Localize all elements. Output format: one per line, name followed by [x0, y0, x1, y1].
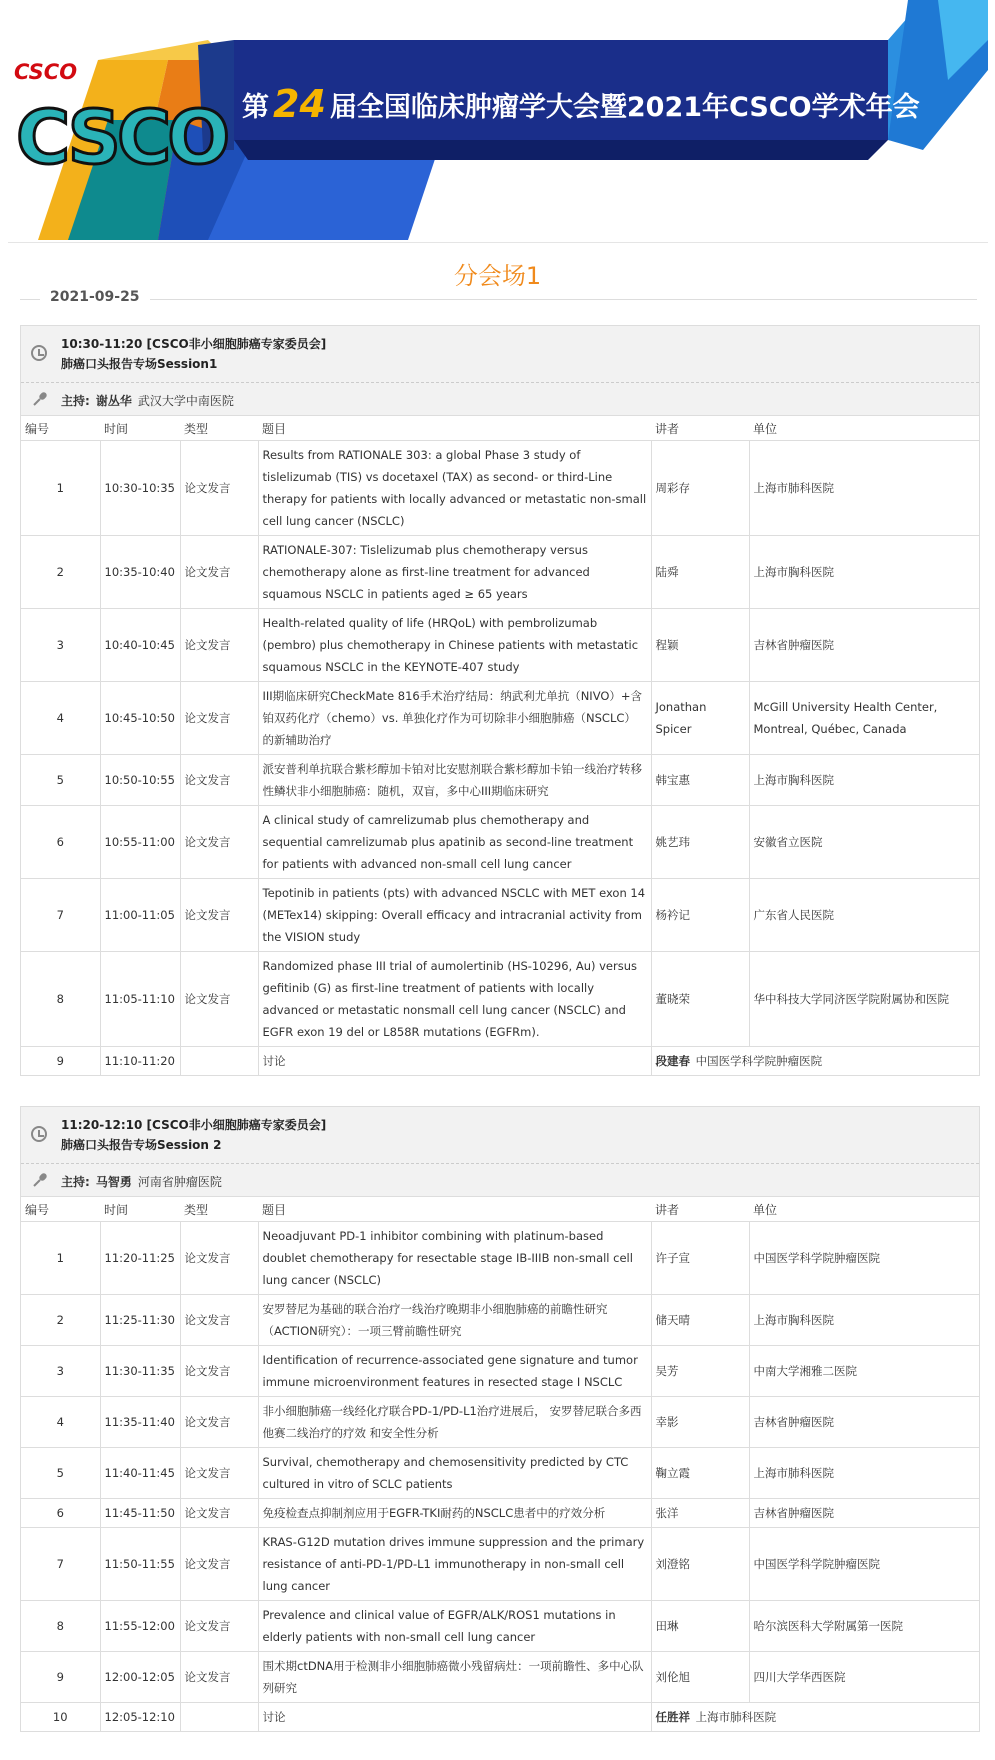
- conference-banner: [8, 0, 988, 243]
- schedule-table: [21, 1196, 979, 1731]
- host-label: 主持:: [61, 1175, 90, 1189]
- microphone-icon: [33, 392, 47, 406]
- table-row: [21, 1397, 979, 1448]
- row-num: 4: [21, 1397, 100, 1448]
- row-title: 免疫检查点抑制剂应用于EGFR-TKI耐药的NSCLC患者中的疗效分析: [258, 1499, 651, 1528]
- column-header-type: 类型: [180, 416, 258, 441]
- table-row: [21, 806, 979, 879]
- row-time: 11:25-11:30: [100, 1295, 180, 1346]
- row-type: 论文发言: [180, 952, 258, 1047]
- row-num: 9: [21, 1652, 100, 1703]
- discussion-host: [651, 1703, 979, 1732]
- schedule-table: [21, 415, 979, 1075]
- row-speaker: 刘澄铭: [651, 1528, 749, 1601]
- row-time: 10:45-10:50: [100, 682, 180, 755]
- table-row: [21, 1601, 979, 1652]
- row-speaker: 张洋: [651, 1499, 749, 1528]
- session-date: 2021-09-25: [40, 289, 150, 305]
- row-unit: 华中科技大学同济医学院附属协和医院: [749, 952, 979, 1047]
- row-time: 11:20-11:25: [100, 1222, 180, 1295]
- table-row: [21, 1295, 979, 1346]
- row-speaker: 姚艺玮: [651, 806, 749, 879]
- column-header-num: 编号: [21, 1197, 100, 1222]
- row-num: 2: [21, 1295, 100, 1346]
- row-unit: 广东省人民医院: [749, 879, 979, 952]
- row-type: 论文发言: [180, 1222, 258, 1295]
- table-row-discussion: [21, 1047, 979, 1076]
- row-speaker: 田琳: [651, 1601, 749, 1652]
- date-row: [20, 286, 977, 312]
- row-unit: 吉林省肿瘤医院: [749, 1499, 979, 1528]
- row-type: 论文发言: [180, 682, 258, 755]
- row-speaker: 董晓荣: [651, 952, 749, 1047]
- column-header-unit: 单位: [749, 416, 979, 441]
- row-speaker: 程颖: [651, 609, 749, 682]
- row-title: Results from RATIONALE 303: a global Phase 3 study of tislelizumab (TIS) vs docetaxel (TAX) as second- or third-Line therapy for patients with locally advanced or metastatic non-small cell lung cancer (NSCLC): [258, 441, 651, 536]
- row-num: 3: [21, 1346, 100, 1397]
- table-row: [21, 1499, 979, 1528]
- table-row: [21, 441, 979, 536]
- row-type: [180, 1047, 258, 1076]
- session-name: 肺癌口头报告专场Session 2: [61, 1138, 222, 1152]
- host-unit: 武汉大学中南医院: [137, 394, 234, 408]
- table-header-row: [21, 416, 979, 441]
- row-unit: 吉林省肿瘤医院: [749, 609, 979, 682]
- column-header-speaker: 讲者: [651, 1197, 749, 1222]
- row-time: 10:55-11:00: [100, 806, 180, 879]
- csco-small-logo: CSCO: [14, 60, 78, 84]
- row-unit: McGill University Health Center, Montreal, Québec, Canada: [749, 682, 979, 755]
- microphone-icon: [33, 1173, 47, 1187]
- column-header-title: 题目: [258, 416, 651, 441]
- row-type: [180, 1703, 258, 1732]
- row-type: 论文发言: [180, 1652, 258, 1703]
- row-time: 11:30-11:35: [100, 1346, 180, 1397]
- row-num: 2: [21, 536, 100, 609]
- clock-icon: [31, 1126, 47, 1142]
- banner-title-number: 24: [273, 82, 326, 126]
- session-host: [61, 392, 234, 409]
- table-row: [21, 1652, 979, 1703]
- clock-icon: [31, 345, 47, 361]
- table-row: [21, 682, 979, 755]
- row-speaker: 陆舜: [651, 536, 749, 609]
- session-header: [21, 1107, 979, 1163]
- banner-title-suffix: 届全国临床肿瘤学大会暨2021年CSCO学术年会: [329, 91, 920, 123]
- row-title: Prevalence and clinical value of EGFR/ALK/ROS1 mutations in elderly patients with non-small cell lung cancer: [258, 1601, 651, 1652]
- row-type: 论文发言: [180, 441, 258, 536]
- row-time: 10:30-10:35: [100, 441, 180, 536]
- column-header-type: 类型: [180, 1197, 258, 1222]
- discussion-host-unit: 中国医学科学院肿瘤医院: [695, 1054, 823, 1068]
- row-num: 6: [21, 806, 100, 879]
- row-num: 1: [21, 1222, 100, 1295]
- row-title: 讨论: [258, 1047, 651, 1076]
- row-speaker: Jonathan Spicer: [651, 682, 749, 755]
- row-num: 5: [21, 1448, 100, 1499]
- row-title: Randomized phase III trial of aumolertinib (HS-10296, Au) versus gefitinib (G) as first-line treatment of patients with locally advanced or metastatic nonsmall cell lung cancer (NSCLC) and EGFR exon 19 del or L858R mutations (EGFRm).: [258, 952, 651, 1047]
- row-num: 9: [21, 1047, 100, 1076]
- row-speaker: 韩宝惠: [651, 755, 749, 806]
- table-row: [21, 1222, 979, 1295]
- session-time-org: 10:30-11:20 [CSCO非小细胞肺癌专家委员会]: [61, 337, 327, 351]
- row-num: 7: [21, 1528, 100, 1601]
- row-speaker: 刘伦旭: [651, 1652, 749, 1703]
- row-title: 讨论: [258, 1703, 651, 1732]
- row-title: A clinical study of camrelizumab plus chemotherapy and sequential camrelizumab plus apatinib as second-line treatment for patients with advanced non-small cell lung cancer: [258, 806, 651, 879]
- row-type: 论文发言: [180, 755, 258, 806]
- row-speaker: 储天晴: [651, 1295, 749, 1346]
- section-title: 分会场1: [453, 262, 542, 290]
- row-unit: 哈尔滨医科大学附属第一医院: [749, 1601, 979, 1652]
- row-unit: 上海市肺科医院: [749, 441, 979, 536]
- row-time: 11:35-11:40: [100, 1397, 180, 1448]
- row-title: Tepotinib in patients (pts) with advanced NSCLC with MET exon 14 (METex14) skipping: Overall efficacy and intracranial activity from the VISION study: [258, 879, 651, 952]
- row-speaker: 许子宣: [651, 1222, 749, 1295]
- row-unit: 中国医学科学院肿瘤医院: [749, 1222, 979, 1295]
- row-unit: 上海市胸科医院: [749, 1295, 979, 1346]
- host-name: 马智勇: [95, 1175, 132, 1189]
- row-time: 12:05-12:10: [100, 1703, 180, 1732]
- column-header-unit: 单位: [749, 1197, 979, 1222]
- row-num: 4: [21, 682, 100, 755]
- row-type: 论文发言: [180, 1295, 258, 1346]
- row-time: 10:40-10:45: [100, 609, 180, 682]
- table-row: [21, 536, 979, 609]
- row-type: 论文发言: [180, 1448, 258, 1499]
- table-row: [21, 1346, 979, 1397]
- row-type: 论文发言: [180, 806, 258, 879]
- csco-big-logo: CSCO: [16, 95, 227, 181]
- session-name: 肺癌口头报告专场Session1: [61, 357, 218, 371]
- row-unit: 中南大学湘雅二医院: [749, 1346, 979, 1397]
- row-num: 7: [21, 879, 100, 952]
- row-title: RATIONALE-307: Tislelizumab plus chemotherapy versus chemotherapy alone as first-line treatment for advanced squamous NSCLC in patients aged ≥ 65 years: [258, 536, 651, 609]
- row-speaker: 周彩存: [651, 441, 749, 536]
- date-divider: [20, 299, 977, 300]
- row-type: 论文发言: [180, 879, 258, 952]
- row-type: 论文发言: [180, 1601, 258, 1652]
- row-type: 论文发言: [180, 1346, 258, 1397]
- row-unit: 上海市肺科医院: [749, 1448, 979, 1499]
- row-time: 11:40-11:45: [100, 1448, 180, 1499]
- row-title: 围术期ctDNA用于检测非小细胞肺癌微小残留病灶：一项前瞻性、多中心队列研究: [258, 1652, 651, 1703]
- column-header-title: 题目: [258, 1197, 651, 1222]
- row-unit: 上海市胸科医院: [749, 536, 979, 609]
- row-unit: 上海市胸科医院: [749, 755, 979, 806]
- table-row: [21, 1528, 979, 1601]
- row-num: 5: [21, 755, 100, 806]
- session-header: [21, 326, 979, 382]
- row-title: 派安普利单抗联合紫杉醇加卡铂对比安慰剂联合紫杉醇加卡铂一线治疗转移性鳞状非小细胞肺癌：随机，双盲，多中心III期临床研究: [258, 755, 651, 806]
- row-time: 11:55-12:00: [100, 1601, 180, 1652]
- session-2: [20, 1106, 980, 1732]
- row-title: III期临床研究CheckMate 816手术治疗结局：纳武利尤单抗（NIVO）+含铂双药化疗（chemo）vs. 单独化疗作为可切除非小细胞肺癌（NSCLC）的新辅助治疗: [258, 682, 651, 755]
- discussion-host-name: 段建春: [655, 1054, 690, 1068]
- row-num: 8: [21, 1601, 100, 1652]
- row-type: 论文发言: [180, 1397, 258, 1448]
- row-num: 1: [21, 441, 100, 536]
- table-row: [21, 609, 979, 682]
- row-type: 论文发言: [180, 536, 258, 609]
- banner-title-prefix: 第: [242, 91, 269, 123]
- row-time: 11:45-11:50: [100, 1499, 180, 1528]
- row-title: Survival, chemotherapy and chemosensitivity predicted by CTC cultured in vitro of SCLC patients: [258, 1448, 651, 1499]
- row-title: KRAS-G12D mutation drives immune suppression and the primary resistance of anti-PD-1/PD-L1 immunotherapy in non-small cell lung cancer: [258, 1528, 651, 1601]
- row-num: 8: [21, 952, 100, 1047]
- session-time-org: 11:20-12:10 [CSCO非小细胞肺癌专家委员会]: [61, 1118, 327, 1132]
- table-row-discussion: [21, 1703, 979, 1732]
- row-num: 10: [21, 1703, 100, 1732]
- row-title: Health-related quality of life (HRQoL) with pembrolizumab (pembro) plus chemotherapy in Chinese patients with metastatic squamous NSCLC in the KEYNOTE-407 study: [258, 609, 651, 682]
- row-time: 11:05-11:10: [100, 952, 180, 1047]
- row-time: 11:50-11:55: [100, 1528, 180, 1601]
- row-time: 12:00-12:05: [100, 1652, 180, 1703]
- table-header-row: [21, 1197, 979, 1222]
- row-num: 6: [21, 1499, 100, 1528]
- column-header-num: 编号: [21, 416, 100, 441]
- column-header-time: 时间: [100, 416, 180, 441]
- table-row: [21, 1448, 979, 1499]
- row-time: 11:10-11:20: [100, 1047, 180, 1076]
- row-title: Identification of recurrence-associated gene signature and tumor immune microenvironment features in resected stage I NSCLC: [258, 1346, 651, 1397]
- row-time: 10:35-10:40: [100, 536, 180, 609]
- row-unit: 安徽省立医院: [749, 806, 979, 879]
- row-time: 10:50-10:55: [100, 755, 180, 806]
- row-speaker: 鞠立霞: [651, 1448, 749, 1499]
- column-header-speaker: 讲者: [651, 416, 749, 441]
- row-type: 论文发言: [180, 1528, 258, 1601]
- row-type: 论文发言: [180, 609, 258, 682]
- table-row: [21, 755, 979, 806]
- session-host-row: [21, 1163, 979, 1196]
- discussion-host-name: 任胜祥: [655, 1710, 690, 1724]
- row-unit: 吉林省肿瘤医院: [749, 1397, 979, 1448]
- row-title: 非小细胞肺癌一线经化疗联合PD-1/PD-L1治疗进展后， 安罗替尼联合多西他赛二线治疗的疗效 和安全性分析: [258, 1397, 651, 1448]
- row-speaker: 吴芳: [651, 1346, 749, 1397]
- host-label: 主持:: [61, 394, 90, 408]
- host-name: 谢丛华: [95, 394, 132, 408]
- table-row: [21, 879, 979, 952]
- discussion-host-unit: 上海市肺科医院: [695, 1710, 777, 1724]
- row-time: 11:00-11:05: [100, 879, 180, 952]
- row-title: 安罗替尼为基础的联合治疗一线治疗晚期非小细胞肺癌的前瞻性研究（ACTION研究）：一项三臂前瞻性研究: [258, 1295, 651, 1346]
- banner-title: [242, 76, 920, 132]
- row-title: Neoadjuvant PD-1 inhibitor combining with platinum-based doublet chemotherapy for resectable stage IB-IIIB non-small cell lung cancer (NSCLC): [258, 1222, 651, 1295]
- row-type: 论文发言: [180, 1499, 258, 1528]
- session-1: [20, 325, 980, 1076]
- row-num: 3: [21, 609, 100, 682]
- row-speaker: 幸影: [651, 1397, 749, 1448]
- row-speaker: 杨衿记: [651, 879, 749, 952]
- host-unit: 河南省肿瘤医院: [137, 1175, 222, 1189]
- row-unit: 四川大学华西医院: [749, 1652, 979, 1703]
- row-unit: 中国医学科学院肿瘤医院: [749, 1528, 979, 1601]
- column-header-time: 时间: [100, 1197, 180, 1222]
- discussion-host: [651, 1047, 979, 1076]
- session-host-row: [21, 382, 979, 415]
- table-row: [21, 952, 979, 1047]
- session-host: [61, 1173, 222, 1190]
